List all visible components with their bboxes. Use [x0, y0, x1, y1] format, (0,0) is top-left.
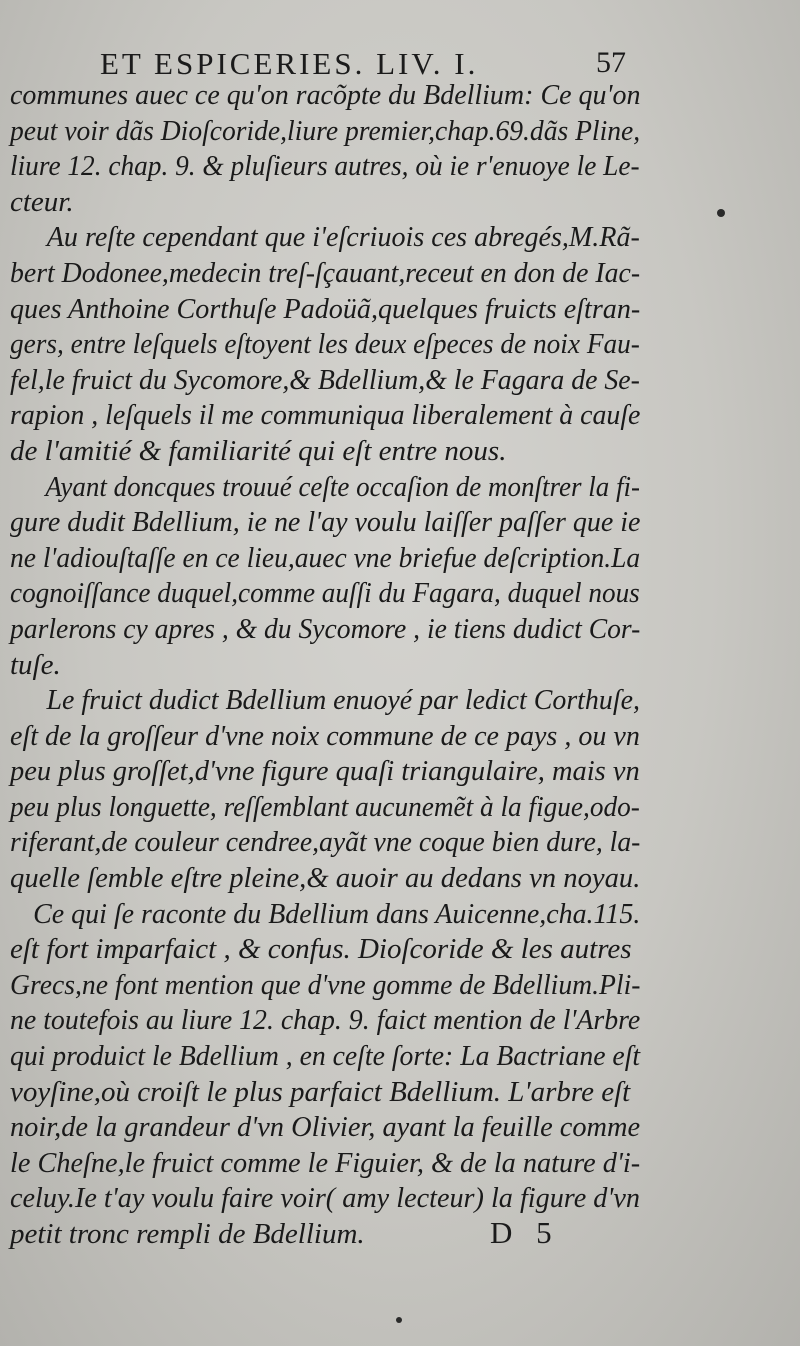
text-line: de l'amitié & familiarité qui eſt entre nous. [10, 434, 507, 467]
text-line: Ce qui ſe raconte du Bdellium dans Auicenne,cha.115. [33, 897, 641, 930]
text-line: riferant,de couleur cendree,ayãt vne coque bien dure, la- [10, 826, 641, 859]
text-line: quelle ſemble eſtre pleine,& auoir au dedans vn noyau. [10, 862, 641, 895]
text-line: rapion , leſquels il me communiqua liberalement à cauſe [10, 399, 641, 432]
text-line: bert Dodonee,medecin treſ-ſçauant,receut en don de Iac- [10, 256, 641, 289]
text-line: Le fruict dudict Bdellium enuoyé par ledict Corthuſe, [46, 684, 640, 717]
page-number: 57 [596, 46, 626, 79]
text-line: qui produict le Bdellium , en ceſte ſorte: La Bactriane eſt [10, 1040, 641, 1073]
ink-spot [717, 209, 725, 217]
text-line: Ayant doncques trouué ceſte occaſion de monſtrer la fi- [45, 470, 640, 503]
body-text [10, 78, 640, 1253]
text-line: cteur. [10, 185, 74, 218]
text-line: peut voir dãs Dioſcoride,liure premier,chap.69.dãs Pline, [10, 114, 641, 147]
text-line: celuy.Ie t'ay voulu faire voir( amy lecteur) la figure d'vn [10, 1182, 641, 1215]
text-line: petit tronc rempli de Bdellium. [10, 1218, 365, 1250]
text-line: le Cheſne,le fruict comme le Figuier, & de la nature d'i- [10, 1146, 641, 1179]
text-line: eſt fort imparfaict , & confus. Dioſcoride & les autres [10, 933, 632, 966]
text-line: gers, entre leſquels eſtoyent les deux eſpeces de noix Fau- [10, 328, 640, 361]
text-line: peu plus groſſet,d'vne figure quaſi triangulaire, mais vn [10, 755, 640, 788]
text-line: communes auec ce qu'on racõpte du Bdellium: Ce qu'on [10, 79, 641, 111]
signature-mark: D 5 [490, 1215, 560, 1250]
ink-spot [396, 1317, 402, 1323]
text-line: ques Anthoine Corthuſe Padoüã,quelques fruicts eſtran- [10, 292, 641, 325]
text-line: eſt de la groſſeur d'vne noix commune de ce pays , ou vn [10, 719, 640, 752]
text-line: cognoiſſance duquel,comme auſſi du Fagara, duquel nous [10, 577, 640, 610]
text-line: ne toutefois au liure 12. chap. 9. faict mention de l'Arbre [10, 1004, 641, 1037]
text-line: voyſine,où croiſt le plus parfaict Bdellium. L'arbre eſt [10, 1075, 631, 1108]
text-line: gure dudit Bdellium, ie ne l'ay voulu laiſſer paſſer que ie [10, 506, 641, 539]
text-line: fel,le fruict du Sycomore,& Bdellium,& le Fagara de Se- [10, 363, 640, 396]
text-line: tuſe. [10, 648, 61, 681]
text-line: noir,de la grandeur d'vn Olivier, ayant la feuille comme [10, 1111, 641, 1144]
text-line: Grecs,ne font mention que d'vne gomme de Bdellium.Pli- [10, 968, 641, 1001]
text-line: ne l'adiouſtaſſe en ce lieu,auec vne briefue deſcription.La [10, 541, 641, 574]
text-line: liure 12. chap. 9. & pluſieurs autres, où ie r'enuoye le Le- [10, 150, 640, 183]
text-line: parlerons cy apres , & du Sycomore , ie tiens dudict Cor- [10, 612, 641, 645]
running-title: ET ESPICERIES. LIV. I. [100, 46, 479, 81]
text-line: peu plus longuette, reſſemblant aucunemẽt à la figue,odo- [10, 790, 640, 823]
text-line: Au reſte cependant que i'eſcriuois ces abregés,M.Rã- [46, 221, 640, 254]
